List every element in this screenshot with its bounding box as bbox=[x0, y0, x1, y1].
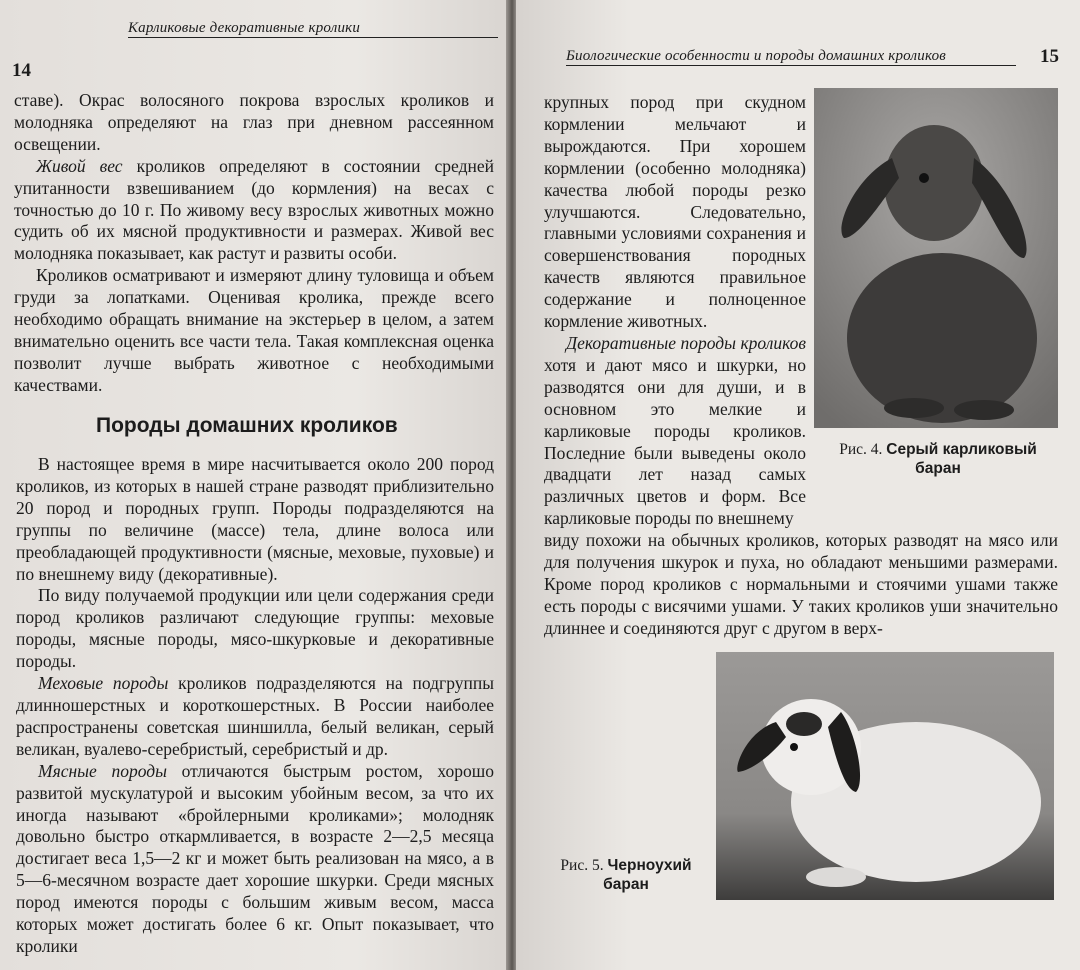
italic-lead: Декоративные породы кроликов bbox=[566, 332, 806, 353]
right-page bbox=[516, 0, 1080, 970]
gray-lop-rabbit-image bbox=[814, 88, 1058, 428]
running-head-left: Карликовые декоративные кролики bbox=[128, 20, 498, 38]
paragraph: крупных пород при скудном кормлении мельчают и вырождаются. При хорошем кормлении (особенно молодняка) качества любой породы резко улучшаются. Следовательно, главными условиями сохранения и совершенствования породных качеств являются правильное содержание и полноценное кормление животных. bbox=[544, 92, 806, 332]
figure-5-title: Черноухий баран bbox=[603, 857, 692, 893]
paragraph: По виду получаемой продукции или цели содержания среди пород кроликов различают следующие группы: меховые породы, мясные породы, мясо-шкурковые и декоративные породы. bbox=[16, 585, 494, 672]
figure-4-photo bbox=[814, 88, 1058, 428]
right-text-wide bbox=[544, 530, 1058, 640]
page-number-left: 14 bbox=[12, 60, 31, 81]
paragraph: Кроликов осматривают и измеряют длину туловища и объем груди за лопатками. Оценивая кролика, прежде всего необходимо обращать внимание на экстерьер в целом, а затем внимательно оценить все части тела. Такая комплексная оценка позволит лучше выбрать животное с необходимыми качествами. bbox=[14, 265, 494, 395]
figure-5-photo bbox=[716, 652, 1054, 900]
italic-lead: Меховые породы bbox=[38, 673, 169, 694]
figure-5-caption bbox=[544, 856, 708, 894]
running-head-right: Биологические особенности и породы домашних кроликов bbox=[566, 48, 1016, 66]
black-eared-lop-rabbit-image bbox=[716, 652, 1054, 900]
paragraph-meat: Мясные породы отличаются быстрым ростом, хорошо развитой мускулатурой и высоким убойным весом, за что их иногда называют «бройлерными кроликами»; молодняк довольно быстро откармливается, в возрасте 2—2,5 месяца достигает веса 1,5—2 кг и может быть реализован на мясо, а в 5—6-месячном возрасте дает хорошие шкурки. Среди мясных пород имеются породы с большим живым весом, масса которых может достигать более 6 кг. Опыт показывает, что кролики bbox=[16, 760, 494, 956]
left-text-bottom bbox=[16, 454, 494, 958]
figure-4-title: Серый карликовый баран bbox=[886, 441, 1037, 477]
paragraph: виду похожи на обычных кроликов, которых разводят на мясо или для получения шкурок и пуха, но обладают меньшими размерами. Кроме пород кроликов с нормальными и стоячими ушами также есть породы с висячими ушами. У таких кроликов уши значительно длиннее и соединяются друг с другом в верх- bbox=[544, 530, 1058, 638]
figure-4-caption bbox=[826, 440, 1050, 478]
paragraph-decorative: Декоративные породы кроликов хотя и дают мясо и шкурки, но разводятся они для души, и в основном это мелкие и карликовые породы кроликов. Последние были выведены около двадцати лет назад самых различных цветов и форм. Все карликовые породы по внешнему bbox=[544, 332, 806, 529]
paragraph: ставе). Окрас волосяного покрова взрослых кроликов и молодняка определяют на глаз при дневном рассеянном освещении. bbox=[14, 90, 494, 154]
section-heading: Породы домашних кроликов bbox=[96, 414, 398, 437]
italic-lead: Мясные породы bbox=[38, 760, 167, 781]
page-number-right: 15 bbox=[1040, 46, 1059, 67]
left-page bbox=[0, 0, 508, 970]
italic-lead: Живой вес bbox=[36, 155, 123, 176]
paragraph-fur: Меховые породы кроликов подразделяются на подгруппы длинношерстных и короткошерстных. В России наиболее распространены советская шиншилла, белый великан, серый великан, вуалево-серебристый, серебристый и др. bbox=[16, 673, 494, 759]
paragraph-live-weight: Живой вес кроликов определяют в состоянии средней упитанности взвешиванием (до кормления) на весах с точностью до 10 г. По живому весу взрослых животных можно судить об их мясной продуктивности и размерах. Живой вес молодняка показывает, как растут и развиты особи. bbox=[14, 155, 494, 264]
left-text-top bbox=[14, 90, 494, 397]
paragraph: В настоящее время в мире насчитывается около 200 пород кроликов, из которых в нашей стране разводят приблизительно 20 пород и породных групп. Породы подразделяются на группы по величине (массе) тела, длине волоса или преобладающей продуктивности (мясные, меховые, пуховые) и по внешнему виду (декоративные). bbox=[16, 454, 494, 584]
figure-5-label: Рис. 5. bbox=[560, 857, 604, 874]
right-text-narrow bbox=[544, 92, 806, 530]
figure-4-label: Рис. 4. bbox=[839, 441, 883, 458]
